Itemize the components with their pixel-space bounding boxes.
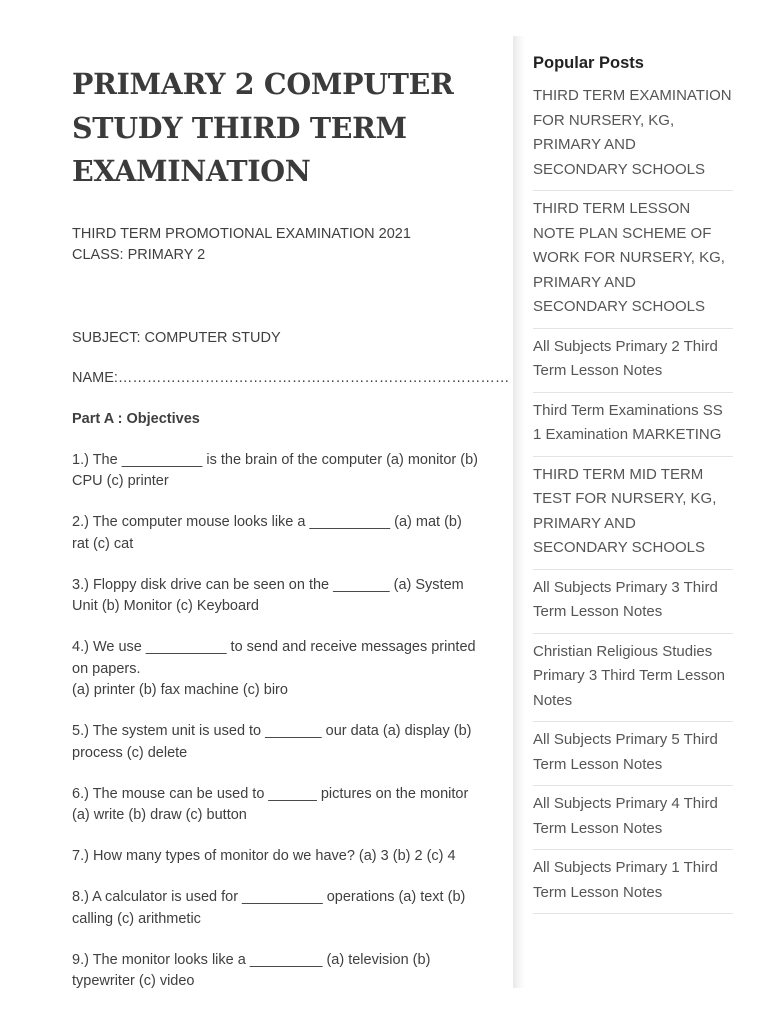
- question-7: 7.) How many types of monitor do we have? (a) 3 (b) 2 (c) 4: [72, 848, 456, 864]
- popular-post-link[interactable]: All Subjects Primary 1 Third Term Lesson Notes: [533, 850, 733, 914]
- popular-post-link[interactable]: All Subjects Primary 5 Third Term Lesson Notes: [533, 722, 733, 786]
- question-3: 3.) Floppy disk drive can be seen on the _______ (a) System Unit (b) Monitor (c) Keyboard: [72, 576, 464, 614]
- question-1: 1.) The __________ is the brain of the computer (a) monitor (b) CPU (c) printer: [72, 451, 478, 489]
- page-title: PRIMARY 2 COMPUTER STUDY THIRD TERM EXAMINATION: [72, 67, 454, 188]
- popular-posts-title: Popular Posts: [533, 54, 644, 72]
- popular-post-link[interactable]: All Subjects Primary 3 Third Term Lesson Notes: [533, 570, 733, 634]
- popular-post-link[interactable]: Third Term Examinations SS 1 Examination MARKETING: [533, 393, 733, 457]
- popular-post-link[interactable]: Christian Religious Studies Primary 3 Third Term Lesson Notes: [533, 634, 733, 723]
- popular-post-link[interactable]: THIRD TERM LESSON NOTE PLAN SCHEME OF WORK FOR NURSERY, KG, PRIMARY AND SECONDARY SCHOOLS: [533, 191, 733, 329]
- question-5: 5.) The system unit is used to _______ our data (a) display (b) process (c) delete: [72, 723, 472, 761]
- popular-post-link[interactable]: All Subjects Primary 2 Third Term Lesson Notes: [533, 329, 733, 393]
- name-line: NAME:………………………………………………………………………: [72, 370, 510, 386]
- question-8: 8.) A calculator is used for __________ operations (a) text (b) calling (c) arithmetic: [72, 889, 466, 927]
- popular-posts-list: [533, 84, 733, 914]
- question-4-options: (a) printer (b) fax machine (c) biro: [72, 682, 288, 698]
- popular-posts-widget: [533, 52, 733, 914]
- sidebar: [513, 36, 768, 988]
- question-4: 4.) We use __________ to send and receive messages printed on papers.: [72, 639, 476, 677]
- question-9: 9.) The monitor looks like a _________ (a) television (b) typewriter (c) video: [72, 951, 431, 989]
- exam-line: THIRD TERM PROMOTIONAL EXAMINATION 2021: [72, 225, 411, 242]
- question-6: 6.) The mouse can be used to ______ pictures on the monitor (a) write (b) draw (c) button: [72, 785, 469, 823]
- class-line: CLASS: PRIMARY 2: [72, 247, 206, 263]
- popular-post-link[interactable]: THIRD TERM MID TERM TEST FOR NURSERY, KG, PRIMARY AND SECONDARY SCHOOLS: [533, 457, 733, 570]
- question-2: 2.) The computer mouse looks like a __________ (a) mat (b) rat (c) cat: [72, 514, 462, 552]
- popular-post-link[interactable]: All Subjects Primary 4 Third Term Lesson Notes: [533, 786, 733, 850]
- popular-post-link[interactable]: THIRD TERM EXAMINATION FOR NURSERY, KG, PRIMARY AND SECONDARY SCHOOLS: [533, 84, 733, 191]
- section-heading: Part A : Objectives: [72, 410, 200, 427]
- article: [72, 60, 510, 993]
- subject-line: SUBJECT: COMPUTER STUDY: [72, 329, 281, 346]
